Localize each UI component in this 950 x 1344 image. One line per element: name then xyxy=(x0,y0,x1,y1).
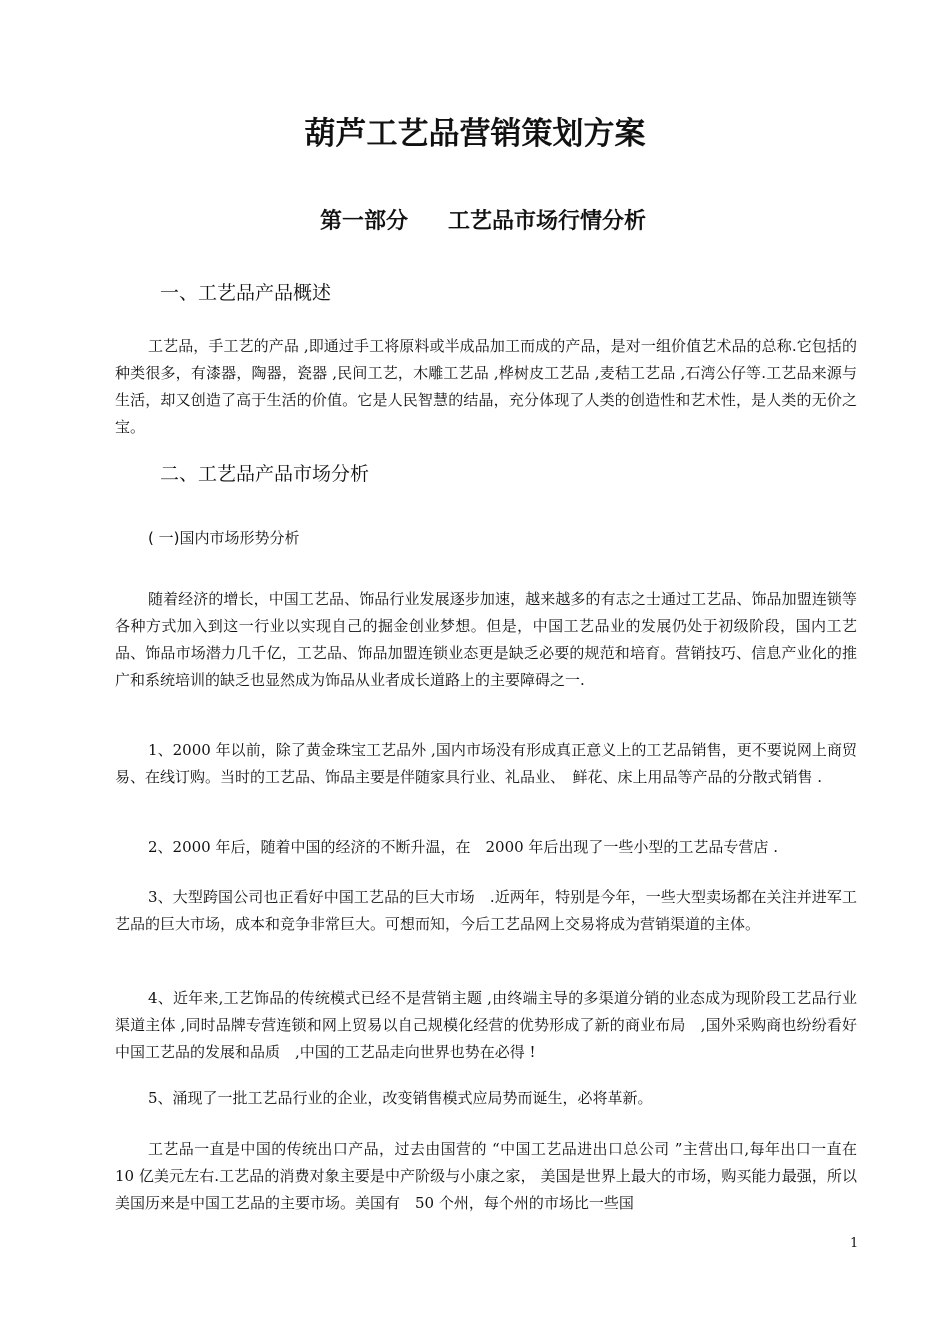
page-number: 1 xyxy=(850,1236,859,1251)
export-market-paragraph: 工艺品一直是中国的传统出口产品，过去由国营的 “中国工艺品进出口总公司 ”主营出口,每年出口一直在 10 亿美元左右.工艺品的消费对象主要是中产阶级与小康之家， 美国是世界上最大的市场，购买能力最强，所以美国历来是中国工艺品的主要市场。美国有 50 个州，每个州的市场比一些国 xyxy=(115,1140,857,1212)
part-name: 工艺品市场行情分析 xyxy=(448,209,647,234)
section-heading-overview: 一、工艺品产品概述 xyxy=(160,282,332,304)
market-paragraph-item-2: 2、2000 年后，随着中国的经济的不断升温，在 2000 年后出现了一些小型的工艺品专营店 . xyxy=(148,838,778,856)
market-paragraph-item-5: 5、涌现了一批工艺品行业的企业，改变销售模式应局势而诞生，必将革新。 xyxy=(148,1089,653,1107)
part-label: 第一部分 xyxy=(319,209,408,234)
market-paragraph-item-3: 3、大型跨国公司也正看好中国工艺品的巨大市场 .近两年，特别是今年，一些大型卖场都在关注并进军工艺品的巨大市场，成本和竞争非常巨大。可想而知，今后工艺品网上交易将成为营销渠道的主体。 xyxy=(115,888,857,933)
market-paragraph-item-1: 1、2000 年以前，除了黄金珠宝工艺品外 ,国内市场没有形成真正意义上的工艺品销售，更不要说网上商贸易、在线订购。当时的工艺品、饰品主要是伴随家具行业、礼品业、 鲜花、床上用品等产品的分散式销售 . xyxy=(115,741,857,786)
part-heading xyxy=(0,204,950,235)
market-paragraph-intro: 随着经济的增长，中国工艺品、饰品行业发展逐步加速，越来越多的有志之士通过工艺品、饰品加盟连锁等各种方式加入到这一行业以实现自己的掘金创业梦想。但是，中国工艺品业的发展仍处于初级阶段，国内工艺品、饰品市场潜力几千亿，工艺品、饰品加盟连锁业态更是缺乏必要的规范和培育。营销技巧、信息产业化的推广和系统培训的缺乏也显然成为饰品从业者成长道路上的主要障碍之一. xyxy=(115,590,857,689)
section-heading-market-analysis: 二、工艺品产品市场分析 xyxy=(160,463,370,485)
market-paragraph-item-4: 4、近年来,工艺饰品的传统模式已经不是营销主题 ,由终端主导的多渠道分销的业态成为现阶段工艺品行业渠道主体 ,同时品牌专营连锁和网上贸易以自己规模化经营的优势形成了新的商业布局 ,国外采购商也纷纷看好中国工艺品的发展和品质 ,中国的工艺品走向世界也势在必得 ! xyxy=(115,989,857,1061)
subsection-heading-domestic-market: ( 一)国内市场形势分析 xyxy=(148,529,300,547)
document-title: 葫芦工艺品营销策划方案 xyxy=(304,116,646,152)
overview-paragraph: 工艺品，手工艺的产品 ,即通过手工将原料或半成品加工而成的产品，是对一组价值艺术品的总称.它包括的种类很多，有漆器，陶器，瓷器 ,民间工艺，木雕工艺品 ,桦树皮工艺品 ,麦秸工艺品 ,石湾公仔等.工艺品来源与生活，却又创造了高于生活的价值。它是人民智慧的结晶，充分体现了人类的创造性和艺术性，是人类的无价之宝。 xyxy=(115,337,857,436)
